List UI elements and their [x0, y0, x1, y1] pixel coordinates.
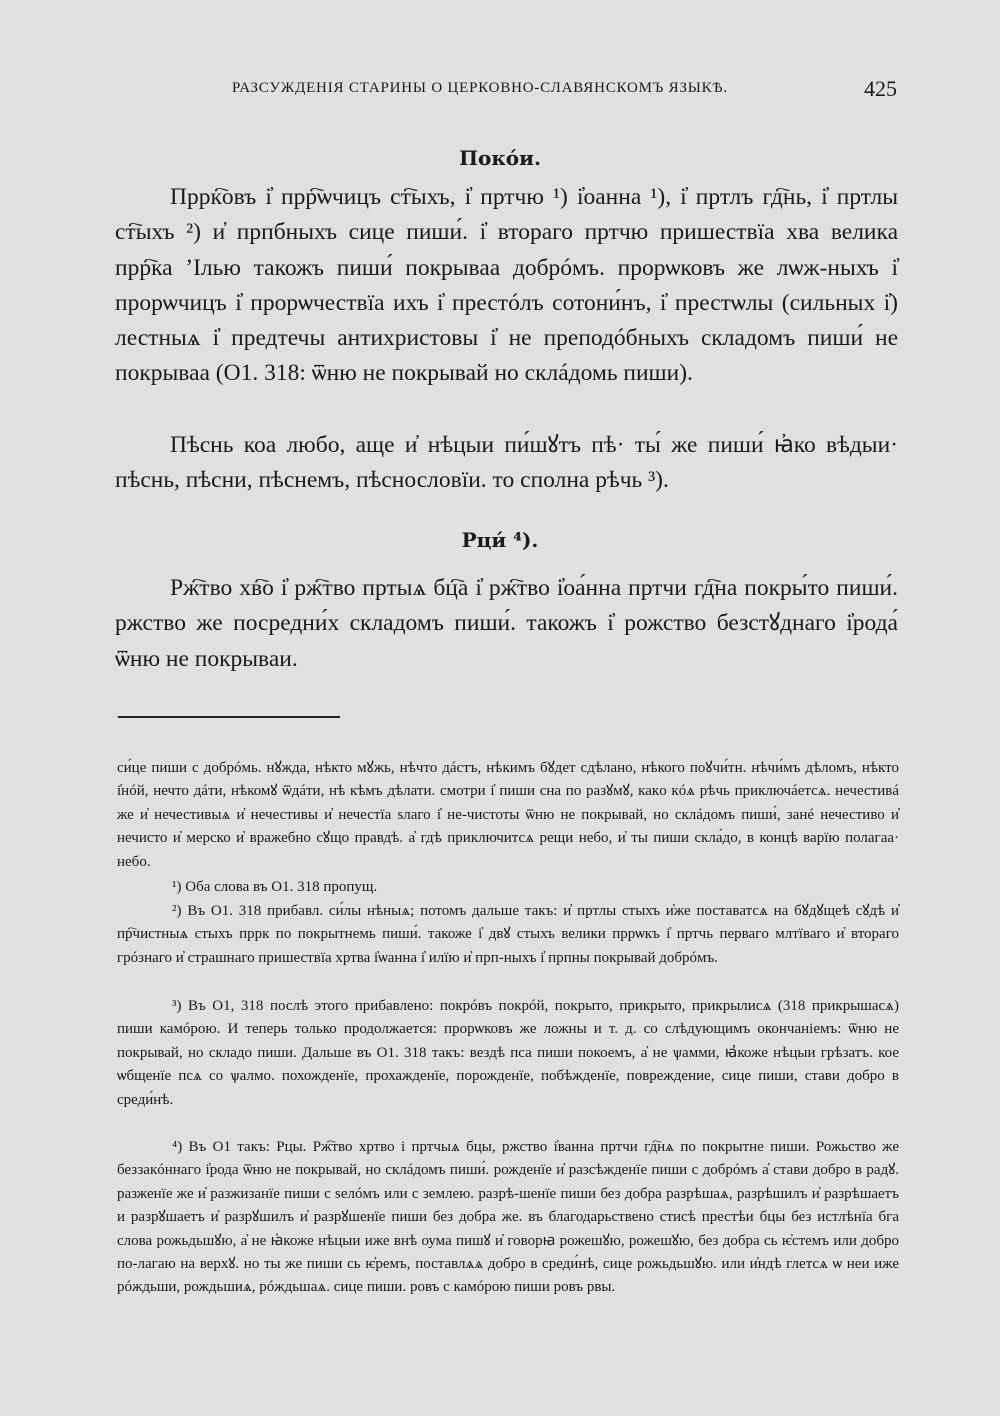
footnote-3: ³) Въ О1, 318 послѣ этого прибавлено: покрóвъ покрóй, покрыто, прикрыто, прикрылисѧ (318 прикрышасѧ) пиши камóрою. И теперь только продолжается: прорѡковъ же ложны и т. д. со слѣдующимъ окончаніемъ: ѿню не покрывай, но складо пиши. Дальше въ О1. 318 такъ: вездѣ пса пиши покоемъ, а҆ не ѱамми, ꙗ҆коже нѣцыи грѣзатъ. кое ѡбщенїе псѧ со ѱалмо. похожденїе, прохажденїе, порожденїе, побѣжденїе, повреждение, сице пиши, стави добро в среди́нѣ. [117, 998, 899, 1108]
running-head [232, 76, 897, 100]
footnote-1: ¹) Оба слова въ О1. 318 пропущ. [172, 879, 378, 895]
page-number: 425 [864, 76, 897, 101]
footnote-separator [118, 716, 340, 718]
section-heading-pokoi: Покóи. [459, 146, 541, 170]
body-paragraph: Рж҇тво хв҇о і҆ рж҇тво пртыѧ бц҇а і҆ рж҇тво і҆оа́нна пртчи гд҇на покры́то пиши́. ржство же посредни́х складомъ пиши́. такожъ і҆ рожство безстꙋднаго і҆рода́ ѿню не покрываи. [115, 575, 898, 672]
footnote-4: ⁴) Въ О1 такъ: Рцы. Рж҇тво хртво і пртчыѧ бцы, ржство і҆ванна пртчи гд҇нѧ по покрытне пиши. Рожьство же беззакóннагo і҆рода ѿню не покрывай, но склáдомъ пиши́. рожденїе и҆ разсѣжденїе пиши с добрóмъ а҆ стави добро в радꙋ. разженїе же и҆ разжизанїе пиши с ѕелóмъ или с землею. разрѣ-шенїе пиши без добра разрѣшаѧ, разрѣшилъ и҆ разрѣшаетъ и разрꙋшаетъ и҆ разрꙋшилъ и҆ разрꙋшенїе пиши без добра же. въ благодарьствено стисѣ престѣи бцы без истлѣнїа бга слова рожьдьшꙋю, а҆ не ꙗ҆коже нѣцыи иже внѣ оума пишꙋ и҆ говорꙗ рожешꙋю, рожешꙋю, без добра сь ѥ҆стемъ или добро по-лагаю на верхꙋ. но ты же пиши сь ѥ҆ремъ, поставлѧѧ добро в среди́нѣ, сице рожьдьшꙋю. или и҆ндѣ глетсѧ ѡ неи иже рóждьши, рождьшиѧ, рóждьшаѧ. сице пиши. ровъ с камóрою пиши ровъ рвы. [117, 1139, 899, 1296]
footnote-continuation: си́це пиши с добрóмь. нꙋжда, нѣкто мꙋжь, нѣчто дáстъ, нѣкимъ бꙋдет сдѣлано, нѣкого поꙋчи́тн. нѣчи́мъ дѣломъ, нѣкто і҆нóй, нечто дáти, нѣкомꙋ ѿдáти, нѣ кѣмъ дѣлати. смотри і҆ пиши сна по разꙋмꙋ, какo кóѧ рѣчь приключáетсѧ. нечестивá же и҆ нечестивыѧ и҆ нечестивы и҆ нечестїа ѕлаго і҆ не-чистоты ѿню не покрывай, но склáдомъ пиши́, занé нечестиво и҆ нечисто и҆ мерско и҆ вражебно сꙋщо правдѣ. а҆ гдѣ приключитсѧ рещи небо, и҆ ты пиши скла́до, в концѣ варїю полагаа· небо. [117, 760, 899, 870]
running-title: РАЗСУЖДЕНІЯ СТАРИНЫ О ЦЕРКОВНО-СЛАВЯНСКОМЪ ЯЗЫКѢ. [232, 80, 728, 96]
footnote-2: ²) Въ О1. 318 прибавл. си́лы нѣныѧ; потомъ дальше такъ: и҆ пртлы стыхъ и҆же поставатсѧ на бꙋдꙋщеѣ сꙋдѣ и҆ пр҇чистныѧ стыхъ пррк по покрытнемь пиши́. такоже і҆ двꙋ стыхъ велики пррѡкъ і҆ пртчь первагo млтївагo и҆ втораго грóзнаго и҆ страшнаго пришествїа хртва і҆ѡанна і҆ илїю и҆ прп-ныхъ і҆ прпны покрывай добрóмъ. [117, 903, 899, 966]
body-paragraph: Пѣснь коа любо, аще и҆ нѣцыи пи́шꙋтъ пѣ· ты́ же пиши́ ꙗ҆ко вѣдыи· пѣснь, пѣсни, пѣснемъ, пѣснословїи. то сполна рѣчь ³). [115, 432, 898, 494]
body-paragraph: Пррк҇овъ і҆ прр҇ѡчицъ ст҇ыхъ, і҆ пртчю ¹) і҆оанна ¹), і҆ пртлъ гд҇нь, і҆ пртлы ст҇ыхъ ²) и҆ прпбныхъ сице пиши́. і҆ втораго пртчю пришествїа хва велика прр҇ка ’Ілью такожъ пиши́ покрываа добрóмъ. прорѡковъ же лѡж-ныхъ і҆ прорѡчицъ і҆ прорѡчествїа ихъ і҆ престóлъ сотони́нъ, і҆ престѡлы (сильных і҆) лестныѧ і҆ предтечы антихристовы і҆ не преподóбныхъ складомъ пиши́ не покрываа (О1. 318: ѿню не покрывай но склáдомь пиши). [115, 184, 898, 387]
section-heading-rtsy: Рци́ ⁴). [461, 528, 539, 552]
